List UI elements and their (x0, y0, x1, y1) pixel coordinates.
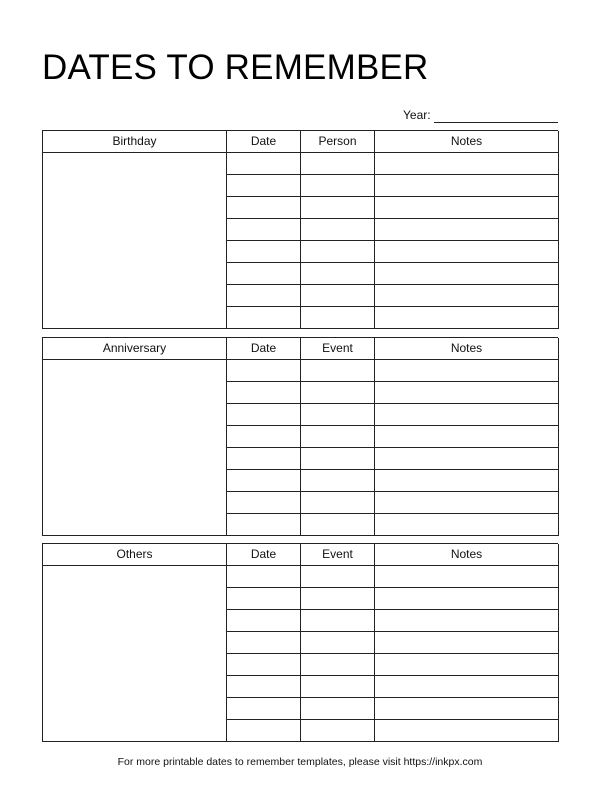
blank-date-cell[interactable] (227, 654, 301, 676)
blank-notes-cell[interactable] (375, 285, 559, 307)
blank-col3-cell[interactable] (301, 219, 375, 241)
blank-notes-cell[interactable] (375, 588, 559, 610)
blank-date-cell[interactable] (227, 492, 301, 514)
blank-date-cell[interactable] (227, 470, 301, 492)
blank-col3-cell[interactable] (301, 492, 375, 514)
blank-notes-cell[interactable] (375, 610, 559, 632)
blank-col3-cell[interactable] (301, 153, 375, 175)
blank-date-cell[interactable] (227, 382, 301, 404)
blank-notes-cell[interactable] (375, 698, 559, 720)
birthday-person-header: Person (301, 131, 375, 153)
blank-date-cell[interactable] (227, 175, 301, 197)
anniversary-notes-header: Notes (375, 338, 559, 360)
blank-notes-cell[interactable] (375, 360, 559, 382)
blank-date-cell[interactable] (227, 360, 301, 382)
anniversary-event-header: Event (301, 338, 375, 360)
blank-col3-cell[interactable] (301, 720, 375, 742)
blank-notes-cell[interactable] (375, 197, 559, 219)
birthday-names-area[interactable] (43, 153, 227, 329)
blank-notes-cell[interactable] (375, 492, 559, 514)
blank-date-cell[interactable] (227, 307, 301, 329)
blank-col3-cell[interactable] (301, 175, 375, 197)
blank-date-cell[interactable] (227, 514, 301, 536)
birthday-date-header: Date (227, 131, 301, 153)
blank-date-cell[interactable] (227, 632, 301, 654)
blank-col3-cell[interactable] (301, 676, 375, 698)
page-title: DATES TO REMEMBER (42, 48, 429, 87)
blank-col3-cell[interactable] (301, 263, 375, 285)
blank-notes-cell[interactable] (375, 153, 559, 175)
blank-col3-cell[interactable] (301, 426, 375, 448)
blank-notes-cell[interactable] (375, 404, 559, 426)
birthday-notes-header: Notes (375, 131, 559, 153)
blank-col3-cell[interactable] (301, 360, 375, 382)
blank-col3-cell[interactable] (301, 610, 375, 632)
others-table (42, 543, 558, 742)
blank-col3-cell[interactable] (301, 566, 375, 588)
blank-col3-cell[interactable] (301, 307, 375, 329)
blank-date-cell[interactable] (227, 241, 301, 263)
blank-col3-cell[interactable] (301, 448, 375, 470)
blank-col3-cell[interactable] (301, 241, 375, 263)
year-input-line[interactable] (434, 109, 558, 123)
others-header: Others (43, 544, 227, 566)
others-names-area[interactable] (43, 566, 227, 742)
blank-notes-cell[interactable] (375, 470, 559, 492)
blank-date-cell[interactable] (227, 263, 301, 285)
blank-date-cell[interactable] (227, 285, 301, 307)
blank-col3-cell[interactable] (301, 514, 375, 536)
others-date-header: Date (227, 544, 301, 566)
blank-notes-cell[interactable] (375, 566, 559, 588)
footer-note: For more printable dates to remember templates, please visit https://inkpx.com (117, 756, 483, 768)
blank-date-cell[interactable] (227, 610, 301, 632)
year-label: Year: (403, 108, 431, 122)
blank-notes-cell[interactable] (375, 720, 559, 742)
blank-date-cell[interactable] (227, 197, 301, 219)
year-field[interactable] (403, 107, 558, 123)
blank-notes-cell[interactable] (375, 632, 559, 654)
anniversary-names-area[interactable] (43, 360, 227, 536)
anniversary-header: Anniversary (43, 338, 227, 360)
others-event-header: Event (301, 544, 375, 566)
blank-col3-cell[interactable] (301, 382, 375, 404)
blank-notes-cell[interactable] (375, 263, 559, 285)
blank-col3-cell[interactable] (301, 654, 375, 676)
blank-notes-cell[interactable] (375, 676, 559, 698)
blank-date-cell[interactable] (227, 448, 301, 470)
blank-notes-cell[interactable] (375, 241, 559, 263)
blank-date-cell[interactable] (227, 566, 301, 588)
blank-notes-cell[interactable] (375, 175, 559, 197)
blank-date-cell[interactable] (227, 219, 301, 241)
blank-date-cell[interactable] (227, 404, 301, 426)
blank-col3-cell[interactable] (301, 404, 375, 426)
others-notes-header: Notes (375, 544, 559, 566)
blank-col3-cell[interactable] (301, 632, 375, 654)
blank-notes-cell[interactable] (375, 448, 559, 470)
blank-notes-cell[interactable] (375, 382, 559, 404)
blank-date-cell[interactable] (227, 676, 301, 698)
blank-date-cell[interactable] (227, 720, 301, 742)
anniversary-table (42, 337, 558, 536)
birthday-table (42, 130, 558, 329)
blank-notes-cell[interactable] (375, 514, 559, 536)
blank-date-cell[interactable] (227, 588, 301, 610)
blank-notes-cell[interactable] (375, 219, 559, 241)
blank-notes-cell[interactable] (375, 426, 559, 448)
blank-col3-cell[interactable] (301, 197, 375, 219)
birthday-header: Birthday (43, 131, 227, 153)
blank-date-cell[interactable] (227, 698, 301, 720)
blank-col3-cell[interactable] (301, 285, 375, 307)
blank-col3-cell[interactable] (301, 698, 375, 720)
blank-notes-cell[interactable] (375, 307, 559, 329)
anniversary-date-header: Date (227, 338, 301, 360)
blank-col3-cell[interactable] (301, 470, 375, 492)
blank-col3-cell[interactable] (301, 588, 375, 610)
blank-notes-cell[interactable] (375, 654, 559, 676)
blank-date-cell[interactable] (227, 153, 301, 175)
blank-date-cell[interactable] (227, 426, 301, 448)
